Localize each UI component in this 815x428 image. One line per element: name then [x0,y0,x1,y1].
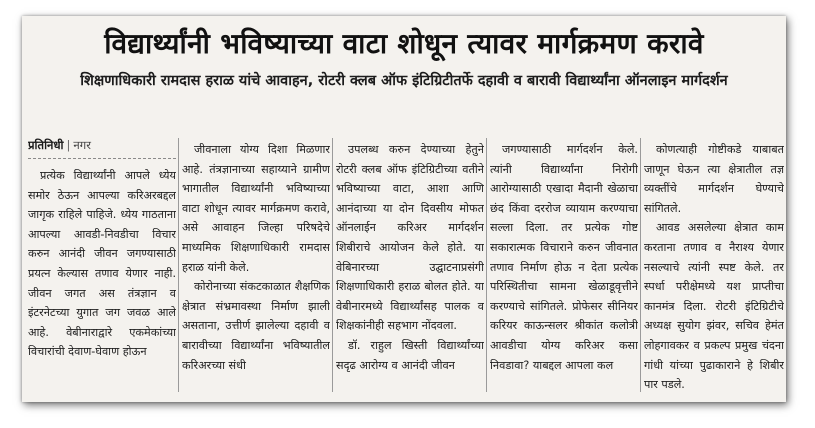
article-paragraph: प्रत्येक विद्यार्थ्यांनी आपले ध्येय समोर ठेऊन आपल्या करिअरबद्दल जागृक राहिले पाहिजे. ध्येय गाठताना आपल्या आवडी-निवडीचा विचार करुन आनंदी जीवन जगण्यासाठी प्रयत्न केल्यास तणाव येणार नाही. जीवन जगत अस तंत्रज्ञान व इंटरनेटच्या युगात जग जवळ आले आहे. वेबीनाराद्वारे एकमेकांच्या विचारांची देवाण-घेवाण होऊन [28,169,176,359]
article-paragraph: कोणत्याही गोष्टीकडे याबाबत जाणून घेऊन त्या क्षेत्रातील तज्ञ व्यक्तींचे मार्गदर्शन घेण्याचे सांगितले. [644,143,784,215]
subheadline: शिक्षणाधिकारी रामदास हराळ यांचे आवाहन, रोटरी क्लब ऑफ इंटिग्रिटीतर्फे दहावी व बारावी विद्यार्थ्यांना ऑनलाइन मार्गदर्शन [80,73,728,89]
article-column-2 [182,140,330,396]
article-paragraph: उपलब्ध करुन देण्याच्या हेतुने रोटरी क्लब ऑफ इंटिग्रिटीच्या वतीने भविष्याच्या वाटा, आशा आणि आनंदाच्या या दोन दिवसीय मोफत ऑनलाईन करिअर मार्गदर्शन शिबीराचे आयोजन केले होते. या वेबिनारच्या उद्घाटनाप्रसंगी शिक्षणाधिकारी हराळ बोलत होते. या वेबीनारमध्ये विद्यार्थ्यांसह पालक व शिक्षकांनीही सहभाग नोंदवला. [336,143,484,333]
column-divider [178,138,179,392]
column-divider [332,138,333,392]
article-paragraph: डॉ. राहुल खिस्ती विद्यार्थ्यांच्या सदृढ आरोग्य व आनंदी जीवन [336,338,484,372]
article-paragraph: कोरोनाच्या संकटकाळात शैक्षणिक क्षेत्रात संभ्रमावस्था निर्माण झाली असताना, उत्तीर्ण झालेल्या दहावी व बारावीच्या विद्यार्थ्यांना भविष्यातील करिअरच्या संधी [182,280,330,372]
article-column-5 [644,140,784,396]
article-column-4 [490,140,638,396]
article-paragraph: जगण्यासाठी मार्गदर्शन केले. त्यांनी विद्यार्थ्यांना निरोगी आरोग्यासाठी एखादा मैदानी खेळाचा छंद किंवा दररोज व्यायाम करण्याचा सल्ला दिला. तर प्रत्येक गोष्ट सकारात्मक विचाराने करुन जीवनात तणाव निर्माण होऊ न देता प्रत्येक परिस्थितीचा सामना खेळाडूवृत्तीने करण्याचे सांगितले. प्रोफेसर सीनियर करियर काऊन्सलर श्रीकांत कलोत्री आवडीचा योग्य करिअर कसा निवडावा? याबद्दल आपला कल [490,143,638,372]
newspaper-clipping [22,16,786,402]
article-column-3 [336,140,484,396]
byline-separator: | [66,138,71,152]
byline-divider [28,158,176,159]
byline [28,134,176,156]
byline-author: प्रतिनिधी [28,138,64,152]
column-divider [486,138,487,392]
headline: विद्यार्थ्यांनी भविष्याच्या वाटा शोधून त्यावर मार्गक्रमण करावे [104,27,704,60]
column-divider [640,138,641,392]
article-paragraph: आवड असलेल्या क्षेत्रात काम करताना तणाव व नैराश्य येणार नसल्याचे त्यांनी स्पष्ट केले. तर स्पर्धा परीक्षेमध्ये यश प्राप्तीचा कानमंत्र दिला. रोटरी इंटिग्रिटीचे अध्यक्ष सुयोग झंवर, सचिव हेमंत लोहगावकर व प्रकल्प प्रमुख चंदना गांधी यांच्या पुढाकाराने हे शिबीर पार पडले. [644,221,784,392]
article-paragraph: जीवनाला योग्य दिशा मिळणार आहे. तंत्रज्ञानाच्या सहाय्याने ग्रामीण भागातील विद्यार्थ्यांनी भविष्याच्या वाटा शोधून त्यावर मार्गक्रमण करावे, असे आवाहन जिल्हा परिषदेचे माध्यमिक शिक्षणाधिकारी रामदास हराळ यांनी केले. [182,143,330,274]
article-column-1 [28,166,176,396]
byline-place: नगर [73,138,91,152]
